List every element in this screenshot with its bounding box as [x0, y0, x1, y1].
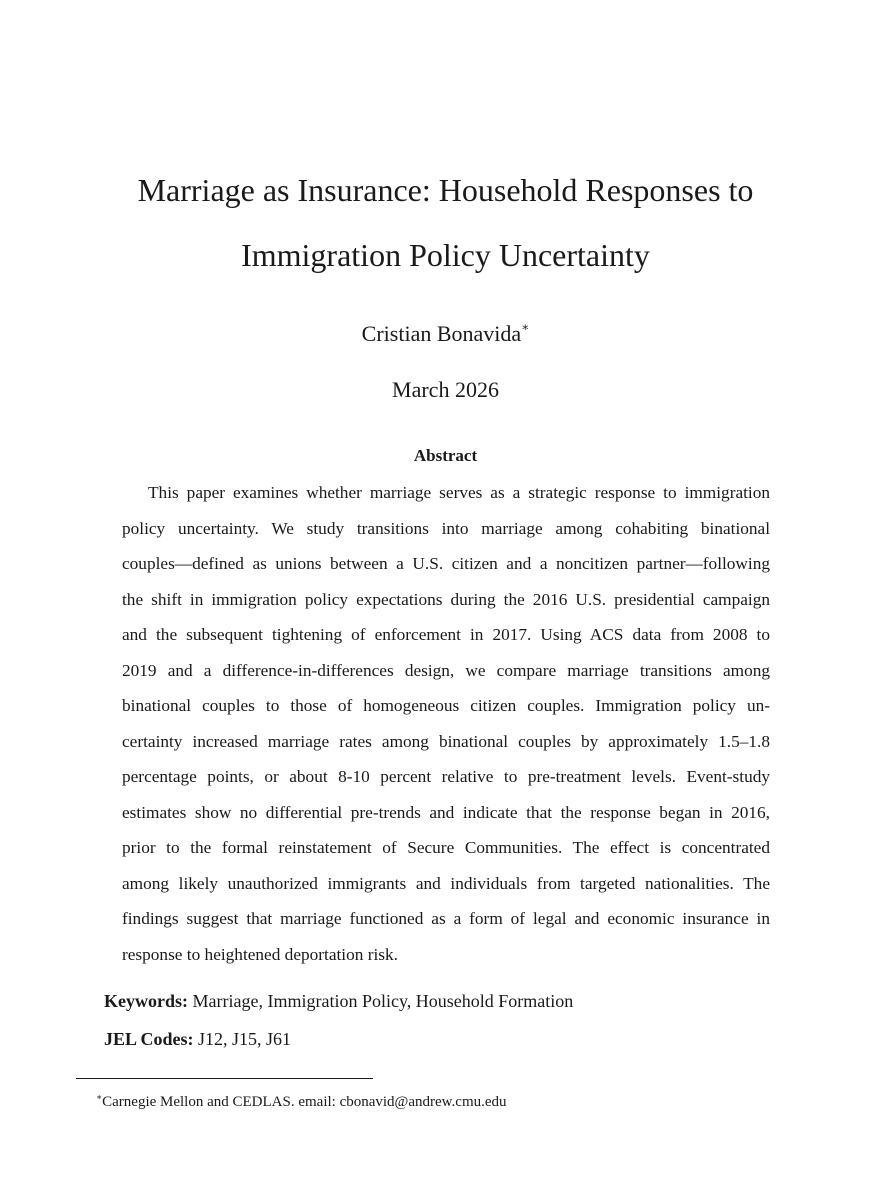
abstract-line: prior to the formal reinstatement of Secure Communities. The effect is concentrated — [122, 838, 770, 857]
title-line-1: Marriage as Insurance: Household Responses to — [137, 172, 754, 208]
abstract-line: and the subsequent tightening of enforcement in 2017. Using ACS data from 2008 to — [122, 625, 770, 644]
abstract-line: the shift in immigration policy expectations during the 2016 U.S. presidential campaign — [122, 589, 770, 609]
abstract-line: This paper examines whether marriage serves as a strategic response to immigration — [148, 483, 770, 502]
jel-codes-value: J12, J15, J61 — [198, 1029, 292, 1049]
keywords-value: Marriage, Immigration Policy, Household Formation — [192, 991, 574, 1011]
footnote — [96, 1092, 507, 1111]
abstract-line: policy uncertainty. We study transitions into marriage among cohabiting binational — [122, 518, 770, 538]
abstract-line: certainty increased marriage rates among binational couples by approximately 1.5–1.8 — [122, 731, 770, 751]
author-name: Cristian Bonavida — [361, 321, 522, 346]
abstract-line: 2019 and a difference-in-differences design, we compare marriage transitions among — [122, 660, 770, 680]
jel-codes-label: JEL Codes: — [104, 1029, 194, 1049]
abstract-line: couples—defined as unions between a U.S. citizen and a noncitizen partner—following — [122, 554, 770, 573]
keywords-line — [104, 991, 573, 1012]
jel-codes-line — [104, 1029, 291, 1050]
abstract-line: estimates show no differential pre-trends and indicate that the response began in 2016, — [122, 802, 770, 822]
abstract-line: findings suggest that marriage functioned as a form of legal and economic insurance in — [122, 909, 770, 928]
keywords-label: Keywords: — [104, 991, 188, 1011]
paper-date: March 2026 — [392, 377, 499, 402]
title-line-2: Immigration Policy Uncertainty — [241, 237, 650, 273]
footnote-mark: ∗ — [96, 1092, 103, 1102]
footnote-text: Carnegie Mellon and CEDLAS. email: cbonavid@andrew.cmu.edu — [102, 1094, 507, 1110]
footnote-rule — [76, 1078, 373, 1079]
author-footnote-mark: ∗ — [521, 320, 530, 334]
abstract-line: binational couples to those of homogeneous citizen couples. Immigration policy un- — [122, 696, 770, 715]
abstract-line: percentage points, or about 8-10 percent relative to pre-treatment levels. Event-study — [122, 767, 770, 786]
abstract-line: response to heightened deportation risk. — [122, 944, 398, 964]
abstract-heading: Abstract — [413, 446, 478, 465]
author — [0, 320, 891, 347]
abstract-line: among likely unauthorized immigrants and individuals from targeted nationalities. The — [122, 873, 770, 893]
